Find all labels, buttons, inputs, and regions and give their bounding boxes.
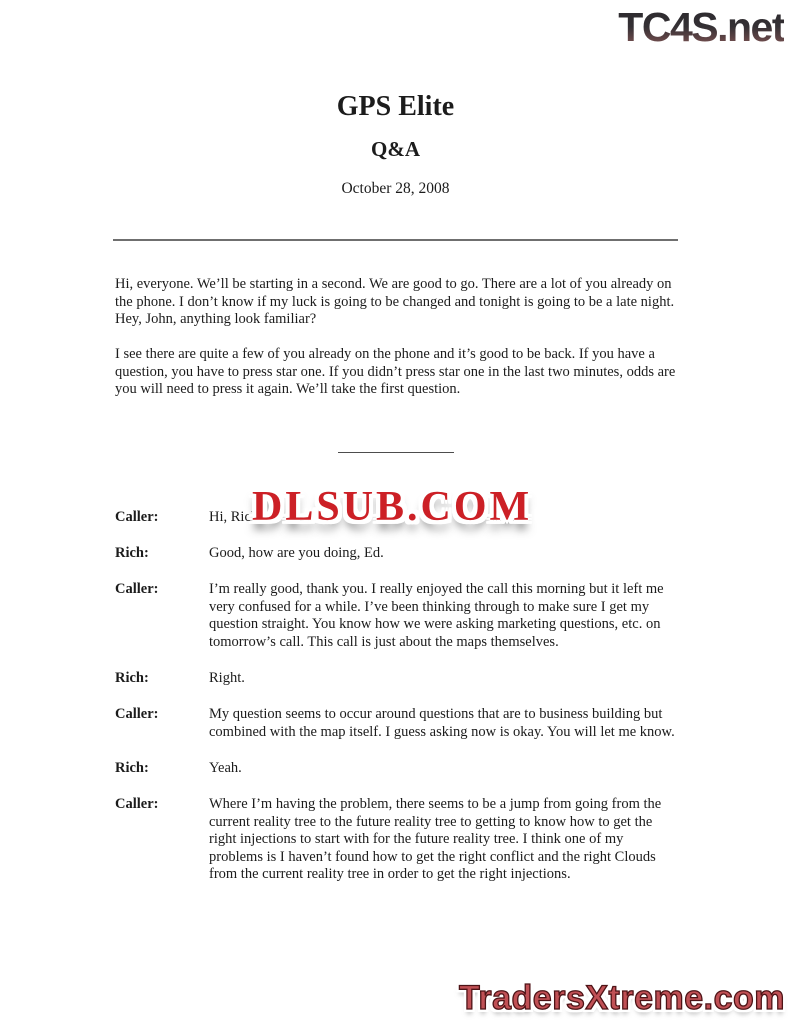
speaker-label: Rich:	[115, 759, 149, 776]
tradersxtreme-watermark: TradersXtreme.com	[459, 979, 785, 1017]
speech-text: I’m really good, thank you. I really enjoyed the call this morning but it left me very confused for a while. I’ve been thinking through to make sure I get my question straight. You know how we were asking marketing questions, etc. on tomorrow’s call. This call is just about the maps themselves.	[209, 581, 664, 650]
document-subtitle: Q&A	[371, 137, 420, 161]
document-date: October 28, 2008	[341, 180, 450, 197]
speaker-label: Caller:	[115, 581, 159, 598]
intro-paragraph-1: Hi, everyone. We’ll be starting in a second. We are good to go. There are a lot of you already on the phone. I don’t know if my luck is going to be changed and tonight is going to be a late night. Hey, John, anything look familiar?	[115, 276, 675, 328]
speech-text: Yeah.	[209, 759, 242, 776]
transcript-row	[115, 670, 678, 688]
document-title: GPS Elite	[336, 91, 455, 122]
speech-text: Where I’m having the problem, there seems to be a jump from going from the current reality tree to the future reality tree to getting to know how to get the right injections to start with for the future reality tree. I think one of my problems is I haven’t found how to get the right conflict and the right Clouds from the current reality tree in order to get the right injections.	[209, 795, 662, 883]
intro-paragraph-2: I see there are quite a few of you already on the phone and it’s good to be back. If you have a question, you have to press star one. If you didn’t press star one in the last two minutes, odds are you will need to press it again. We’ll take the first question.	[115, 346, 676, 398]
horizontal-rule	[113, 239, 678, 241]
transcript-row	[115, 706, 678, 741]
speaker-label: Caller:	[115, 706, 159, 723]
section-divider	[338, 452, 454, 453]
tc4s-logo: TC4S.net	[618, 4, 784, 50]
speaker-label: Caller:	[115, 795, 159, 812]
speech-text: My question seems to occur around questions that are to business building but combined with the map itself. I guess asking now is okay. You will let me know.	[209, 706, 675, 740]
title-block	[0, 93, 791, 197]
transcript-row	[115, 760, 678, 778]
speech-text: Hi, Rich	[209, 509, 259, 525]
speaker-label: Rich:	[115, 670, 149, 687]
speech-text: Good, how are you doing, Ed.	[209, 545, 384, 562]
transcript-row	[115, 545, 678, 563]
dlsub-watermark: DLSUB.COM	[252, 484, 533, 530]
speaker-label: Rich:	[115, 545, 149, 562]
speaker-label: Caller:	[115, 509, 159, 525]
speech-text: Right.	[209, 670, 245, 687]
transcript	[115, 509, 678, 902]
transcript-row	[115, 581, 678, 651]
transcript-row	[115, 796, 678, 884]
